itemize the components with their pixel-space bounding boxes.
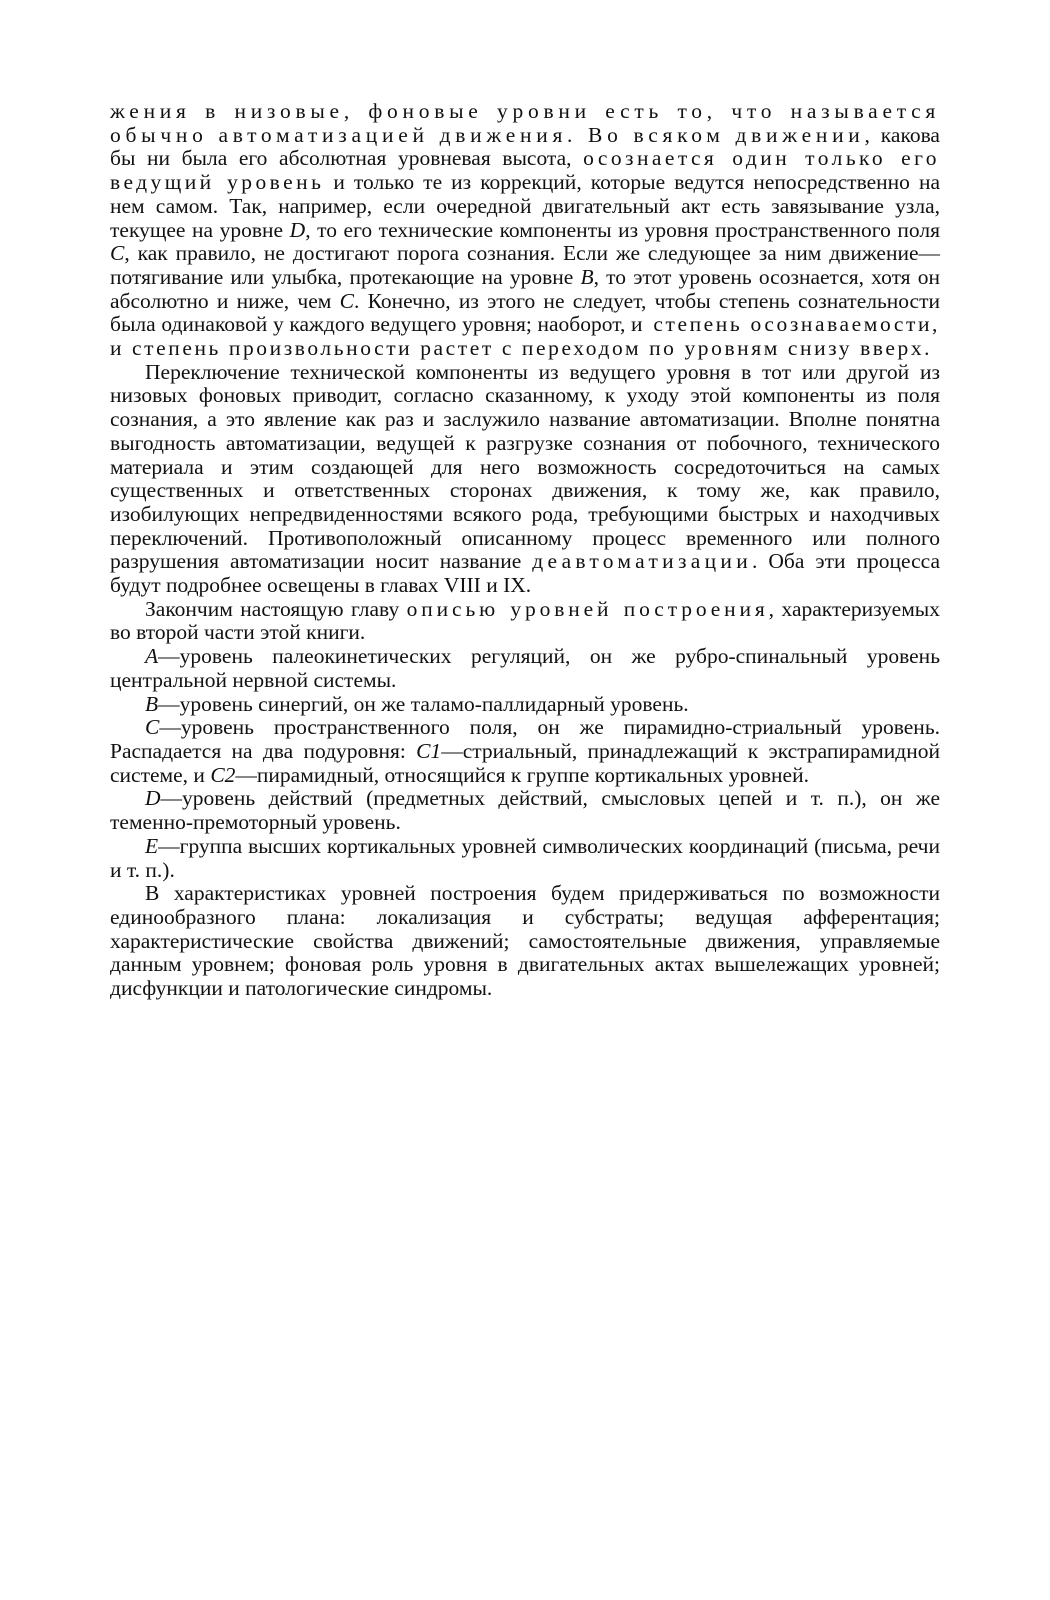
text-segment: какова бы ни была его абсолютная уровневая высота,	[110, 122, 940, 171]
level-letter: C	[145, 715, 160, 740]
text-segment: и только те из коррекций, которые ведутся непосредственно на нем самом. Так, например, если очередной двигательный акт есть завязывание узла, текущее на уровне	[110, 170, 940, 242]
paragraph-plan	[110, 882, 940, 1001]
text-segment: Закончим настоящую главу	[145, 596, 407, 621]
text-segment: описью уровней построения	[406, 596, 769, 621]
text-segment: D	[289, 217, 306, 242]
text-segment: осознается один только его ведущий уровень	[110, 146, 940, 195]
text-segment: Переключение технической компоненты из ведущего уровня в тот или другой из низовых фоновых приводит, согласно сказанному, к уходу этой компоненты из поля сознания, а это явление как раз и заслужило название автоматизации. Вполне понятна выгодность автоматизации, ведущей к разгрузке сознания от побочного, технического материала и этим создающей для него возможность сосредоточиться на самых существенных и ответственных сторонах движения, к тому же, как правило, изобилующих непредвиденностями всякого рода, требующими быстрых и находчивых переключений. Противоположный описанному процесс временного или полного разрушения автоматизации носит название	[110, 359, 940, 574]
paragraph-conclusion	[110, 598, 940, 645]
text-segment: —уровень синергий, он же таламо-паллидарный уровень.	[158, 691, 689, 716]
text-segment: B	[580, 264, 594, 289]
text-segment: , характеризуемых во второй части этой книги.	[110, 596, 940, 645]
page-text	[110, 100, 940, 1001]
text-segment: В характеристиках уровней построения будем придерживаться по возможности единообразного плана: локализация и субстраты; ведущая афферентация; характеристические свойства движений; самостоятельные движения, управляемые данным уровнем; фоновая роль уровня в двигательных актах вышележащих уровней; дисфункции и патологические синдромы.	[110, 881, 940, 1001]
text-segment: C	[339, 288, 354, 313]
level-letter: E	[145, 833, 159, 858]
text-segment: C1	[416, 738, 442, 763]
text-segment: —стриальный, принадлежащий к экстрапирамидной системе, и	[110, 738, 940, 787]
text-segment: , то этот уровень осознается, хотя он абсолютно и ниже, чем	[110, 264, 941, 313]
text-segment: . Оба эти процесса будут подробнее освещены в главах VIII и IX.	[110, 549, 940, 598]
paragraph-automatization	[110, 100, 940, 361]
text-segment: , то его технические компоненты из уровня пространственного поля	[305, 217, 940, 242]
paragraph-level-a	[110, 645, 940, 692]
paragraph-switching	[110, 361, 940, 598]
paragraph-level-c	[110, 716, 940, 787]
paragraph-level-b	[110, 693, 940, 717]
text-segment: жения в низовые, фоновые уровни есть то, что называется обычно автоматизацией движения. Во всяком движении,	[110, 99, 940, 147]
text-segment: —группа высших кортикальных уровней символических координаций (письма, речи и т. п.).	[110, 833, 940, 882]
text-segment: и степень осознаваемости, и степень произвольности растет с переходом по уровням снизу вверх.	[110, 312, 940, 361]
level-letter: D	[145, 786, 161, 811]
text-segment: . Конечно, из этого не следует, чтобы степень сознательности была одинаковой у каждого ведущего уровня; наоборот,	[110, 288, 941, 337]
level-letter: A	[145, 644, 159, 669]
text-segment: C	[110, 241, 125, 266]
paragraph-level-e	[110, 835, 940, 882]
text-segment: —уровень палеокинетических регуляций, он же рубро-спинальный уровень центральной нервной системы.	[110, 644, 940, 692]
text-segment: деавтоматизации	[532, 549, 753, 574]
text-segment: —уровень действий (предметных действий, смысловых цепей и т. п.), он же теменно-премоторный уровень.	[110, 786, 940, 835]
text-segment: —уровень пространственного поля, он же пирамидно-стриальный уровень. Распадается на два подуровня:	[110, 715, 940, 763]
text-segment: —пирамидный, относящийся к группе кортикальных уровней.	[235, 762, 809, 787]
text-segment: C2	[210, 762, 236, 787]
text-segment: , как правило, не достигают порога сознания. Если же следующее за ним движение—потягивание или улыбка, протекающие на уровне	[110, 241, 940, 289]
paragraph-level-d	[110, 787, 940, 834]
level-letter: B	[145, 691, 159, 716]
